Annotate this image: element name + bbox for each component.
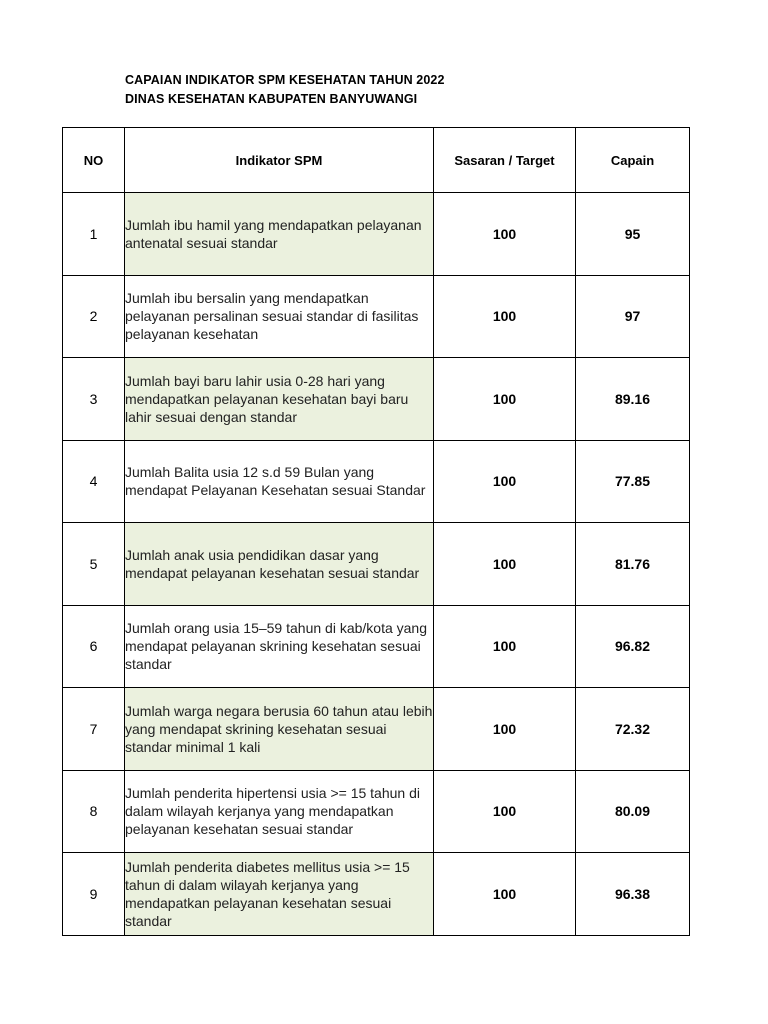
cell-target: 100 (434, 440, 576, 523)
cell-indikator: Jumlah ibu bersalin yang mendapatkan pelayanan persalinan sesuai standar di fasilitas pelayanan kesehatan (125, 275, 434, 358)
table-header-row (63, 128, 690, 193)
cell-target: 100 (434, 358, 576, 441)
table-row (63, 523, 690, 606)
cell-capain: 72.32 (576, 688, 690, 771)
cell-no: 5 (63, 523, 125, 606)
cell-target: 100 (434, 853, 576, 936)
cell-indikator: Jumlah orang usia 15–59 tahun di kab/kota yang mendapat pelayanan skrining kesehatan sesuai standar (125, 605, 434, 688)
cell-target: 100 (434, 770, 576, 853)
cell-indikator: Jumlah penderita diabetes mellitus usia >= 15 tahun di dalam wilayah kerjanya yang mendapatkan pelayanan kesehatan sesuai standar (125, 853, 434, 936)
cell-target: 100 (434, 605, 576, 688)
table-row (63, 358, 690, 441)
spm-table (62, 127, 690, 936)
cell-indikator: Jumlah penderita hipertensi usia >= 15 tahun di dalam wilayah kerjanya yang mendapatkan pelayanan kesehatan sesuai standar (125, 770, 434, 853)
cell-indikator: Jumlah Balita usia 12 s.d 59 Bulan yang mendapat Pelayanan Kesehatan sesuai Standar (125, 440, 434, 523)
cell-no: 9 (63, 853, 125, 936)
column-header-target: Sasaran / Target (434, 128, 576, 193)
cell-indikator: Jumlah ibu hamil yang mendapatkan pelayanan antenatal sesuai standar (125, 193, 434, 276)
title-line-1: CAPAIAN INDIKATOR SPM KESEHATAN TAHUN 2022 (125, 73, 445, 87)
cell-target: 100 (434, 193, 576, 276)
column-header-indikator: Indikator SPM (125, 128, 434, 193)
table-row (63, 770, 690, 853)
cell-capain: 89.16 (576, 358, 690, 441)
cell-capain: 80.09 (576, 770, 690, 853)
cell-target: 100 (434, 688, 576, 771)
cell-target: 100 (434, 275, 576, 358)
cell-capain: 95 (576, 193, 690, 276)
document-title (125, 71, 445, 109)
table-row (63, 853, 690, 936)
table-row (63, 275, 690, 358)
cell-capain: 97 (576, 275, 690, 358)
cell-no: 4 (63, 440, 125, 523)
table-row (63, 440, 690, 523)
column-header-no: NO (63, 128, 125, 193)
cell-indikator: Jumlah warga negara berusia 60 tahun atau lebih yang mendapat skrining kesehatan sesuai standar minimal 1 kali (125, 688, 434, 771)
cell-indikator: Jumlah anak usia pendidikan dasar yang mendapat pelayanan kesehatan sesuai standar (125, 523, 434, 606)
cell-no: 7 (63, 688, 125, 771)
table-row (63, 193, 690, 276)
table-row (63, 688, 690, 771)
title-line-2: DINAS KESEHATAN KABUPATEN BANYUWANGI (125, 92, 418, 106)
cell-no: 1 (63, 193, 125, 276)
table-row (63, 605, 690, 688)
cell-capain: 77.85 (576, 440, 690, 523)
cell-capain: 96.38 (576, 853, 690, 936)
column-header-capain: Capain (576, 128, 690, 193)
cell-no: 6 (63, 605, 125, 688)
cell-indikator: Jumlah bayi baru lahir usia 0-28 hari yang mendapatkan pelayanan kesehatan bayi baru lahir sesuai dengan standar (125, 358, 434, 441)
cell-no: 8 (63, 770, 125, 853)
cell-target: 100 (434, 523, 576, 606)
cell-capain: 96.82 (576, 605, 690, 688)
cell-capain: 81.76 (576, 523, 690, 606)
cell-no: 2 (63, 275, 125, 358)
cell-no: 3 (63, 358, 125, 441)
